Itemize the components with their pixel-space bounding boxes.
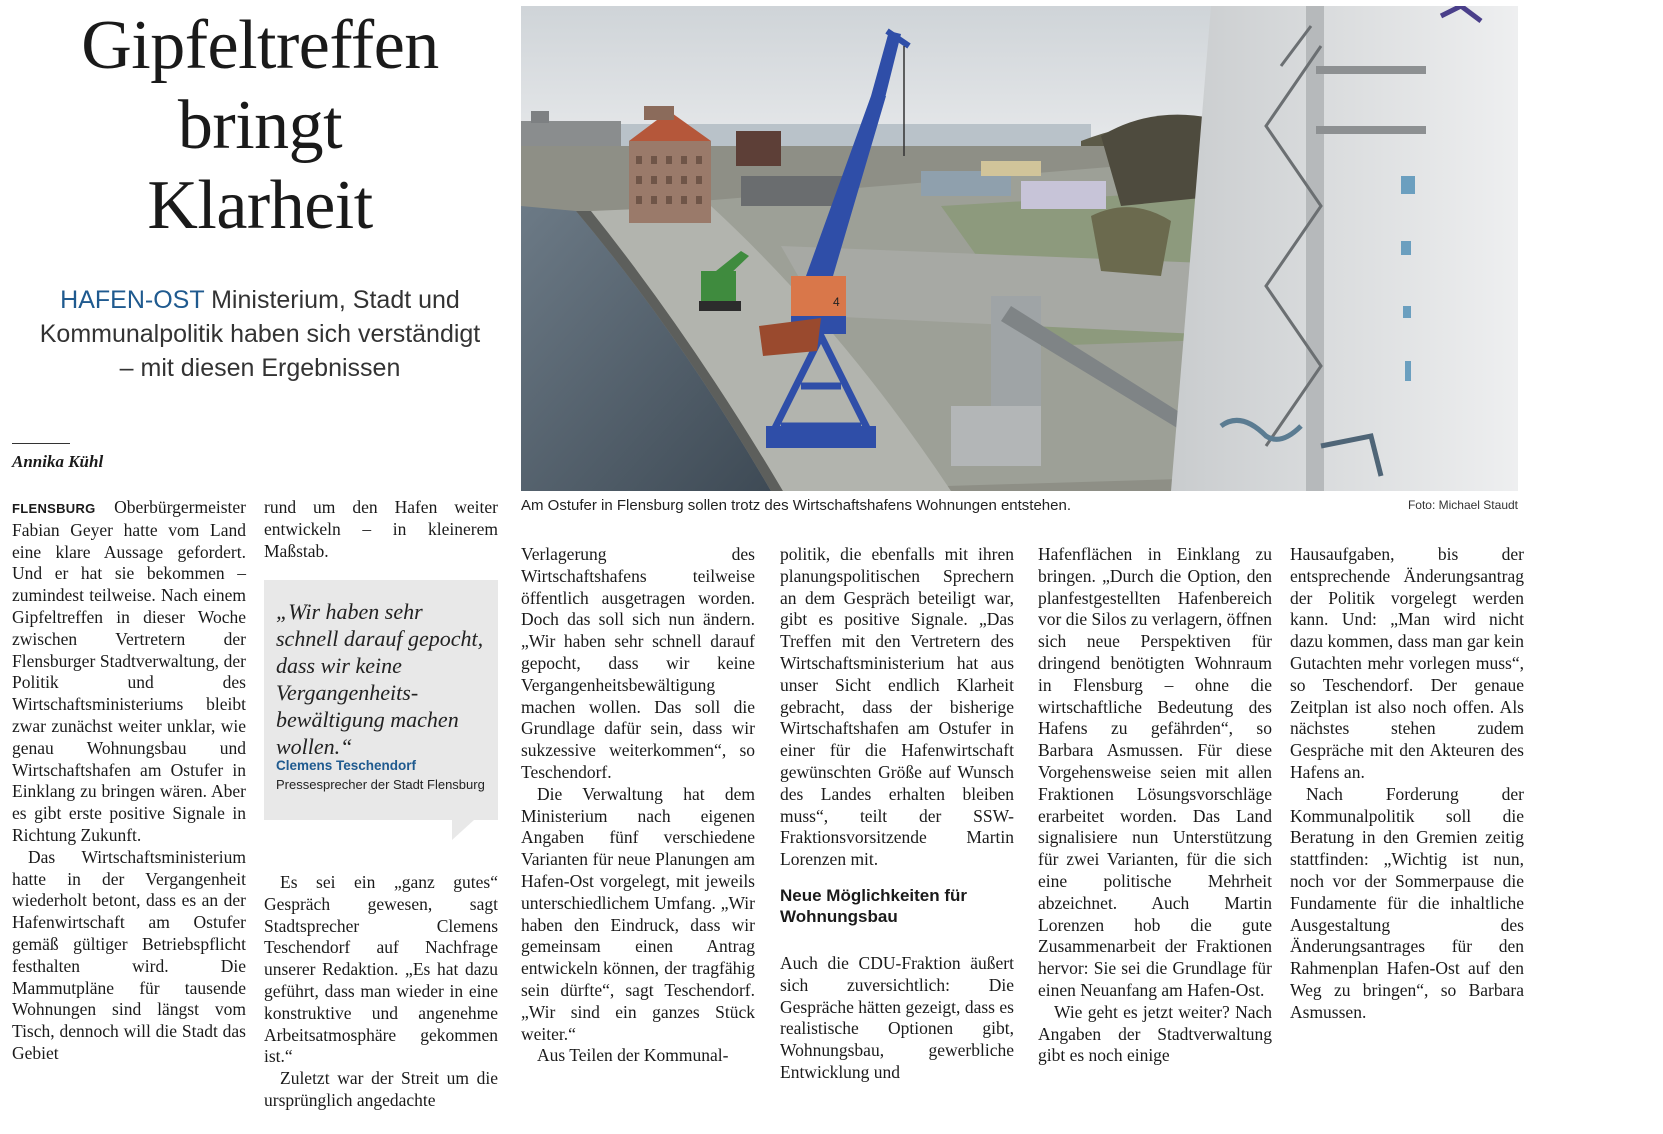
article-column-2-top bbox=[264, 497, 498, 562]
article-paragraph: Verlagerung des Wirtschaftshafens teilweise öffentlich ausgetragen worden. Doch das soll sich nun ändern. „Wir haben sehr schnell darauf gepocht, dass wir keine Vergangenheitsbewältigung machen wollen. Das soll die Grundlage dafür sein, dass wir sukzessive weiterkommen“, so Teschendorf. bbox=[521, 544, 755, 782]
article-paragraph: Die Verwaltung hat dem Ministerium nach eigenen Angaben fünf verschiedene Varianten für neue Planungen am Hafen-Ost vorgelegt, mit jeweils unterschiedlichem Umfang. „Wir haben den Eindruck, dass wir gemeinsam einen Antrag entwickeln können, der tragfähig sein dürfte“, sagt Teschendorf. „Wir sind ein ganzes Stück weiter.“ bbox=[521, 783, 755, 1044]
article-paragraph: rund um den Hafen weiter entwickeln – in kleinerem Maßstab. bbox=[264, 497, 498, 561]
article-paragraph: Das Wirtschaftsministerium hatte in der Vergangenheit wiederholt betont, dass es an der Hafenwirtschaft am Ostufer gemäß gültiger Betriebspflicht festhalten wird. Die Mammutpläne für tausende Wohnungen sind längst vom Tisch, dennoch will die Stadt das Gebiet bbox=[12, 846, 246, 1063]
paragraph-text: Oberbürgermeister Fabian Geyer hatte vom Land eine klare Aussage gefordert. Und er hat sie bekommen – zumindest teilweise. Nach einem Gipfeltreffen in dieser Woche zwischen Vertretern der Flensburger Stadtverwaltung, der Politik und des Wirtschaftsministeriums bleibt zwar zunächst weiter unklar, wie genau Wohnungsbau und Wirtschaftshafen am Ostufer in Einklang zu bringen wären. Aber es gibt erste positive Signale in Richtung Zukunft. bbox=[12, 497, 246, 845]
headline-line-1: Gipfeltreffen bbox=[81, 7, 439, 84]
article-paragraph: Hausaufgaben, bis der entsprechende Änderungsantrag der Politik vorgelegt werden kann. Und: „Man wird nicht dazu kommen, dass man gar kein Gutachten mehr vorlegen muss“, so Teschendorf. Der genaue Zeitplan ist also noch offen. Als nächstes stehen zudem Gespräche mit den Akteuren des Hafens an. bbox=[1290, 544, 1524, 782]
headline-line-2: bringt bbox=[177, 87, 343, 164]
pull-quote-text: „Wir haben sehr schnell darauf gepocht, dass wir keine Vergangenheitsbewältigung machen wollen.“ bbox=[276, 599, 484, 759]
subheadline-kicker: HAFEN-OST bbox=[60, 286, 205, 314]
photo-credit: Foto: Michael Staudt bbox=[1407, 498, 1518, 512]
article-column-5 bbox=[1038, 544, 1272, 1067]
dateline: FLENSBURG bbox=[12, 501, 96, 516]
subheadline bbox=[10, 283, 510, 385]
harbor-photo bbox=[521, 6, 1518, 491]
crane-number: 4 bbox=[833, 295, 840, 309]
pull-quote-name: Clemens Teschendorf bbox=[276, 758, 417, 773]
article-column-6 bbox=[1290, 544, 1524, 1024]
article-paragraph: Wie geht es jetzt weiter? Nach Angaben der Stadtverwaltung gibt es noch einige bbox=[1038, 1001, 1272, 1066]
author-rule bbox=[12, 443, 70, 444]
article-column-4 bbox=[780, 544, 1014, 1084]
photo-caption-text: Am Ostufer in Flensburg sollen trotz des Wirtschaftshafens Wohnungen entstehen. bbox=[521, 497, 1072, 514]
article-paragraph: Aus Teilen der Kommunal- bbox=[537, 1045, 729, 1066]
article-paragraph: Auch die CDU-Fraktion äußert sich zuversichtlich: Die Gespräche hätten gezeigt, dass es realistische Optionen gibt, Wohnungsbau, gewerbliche Entwicklung und bbox=[780, 952, 1014, 1082]
author-byline: Annika Kühl bbox=[12, 452, 104, 471]
pull-quote-role: Pressesprecher der Stadt Flensburg bbox=[276, 777, 485, 792]
headline-line-3: Klarheit bbox=[147, 167, 373, 244]
subheadline-text-1: Ministerium, Stadt und bbox=[211, 286, 460, 314]
article-paragraph bbox=[12, 497, 246, 847]
subheadline-text-2: Kommunalpolitik haben sich verständigt bbox=[39, 320, 481, 348]
pull-quote-tail bbox=[452, 820, 474, 840]
article-subheading: Neue Möglichkeiten für Wohnungsbau bbox=[780, 885, 968, 926]
article-paragraph: politik, die ebenfalls mit ihren planungspolitischen Sprechern an dem Gespräch beteiligt war, gibt es positive Signale. „Das Treffen mit den Vertretern des Wirtschaftsministerium hat aus unser Sicht endlich Klarheit gebracht, dass der bisherige Wirtschaftshafen am Ostufer in einer für die Hafenwirtschaft gewünschten Größe auf Wunsch des Landes erhalten bleiben muss“, teilt der SSW-Fraktionsvorsitzende Martin Lorenzen mit. bbox=[780, 544, 1014, 870]
article-paragraph: Hafenflächen in Einklang zu bringen. „Durch die Option, den planfestgestellten Hafenbereich vor die Silos zu verlagern, öffnen sich neue Perspektiven für dringend benötigten Wohnraum in Flensburg – ohne die wirtschaftliche Bedeutung des Hafens zu gefährden“, so Barbara Asmussen. Für diese Vorgehensweise seien mit allen Fraktionen Lösungsvorschläge erarbeitet worden. Das Land signalisiere nun Unterstützung für zwei Varianten, für die sich eine politische Mehrheit abzeichnet. Auch Martin Lorenzen hob die gute Zusammenarbeit der Fraktionen hervor: Sie sei die Grundlage für einen Neuanfang am Hafen-Ost. bbox=[1038, 544, 1272, 1000]
photo-caption bbox=[521, 497, 1518, 514]
pull-quote bbox=[264, 580, 498, 820]
article-paragraph: Es sei ein „ganz gutes“ Gespräch gewesen, sagt Stadtsprecher Clemens Teschendorf auf Nachfrage unserer Redaktion. „Es hat dazu geführt, dass man wieder in eine konstruktive und angenehme Arbeitsatmosphäre gekommen ist.“ bbox=[264, 872, 498, 1067]
article-paragraph: Nach Forderung der Kommunalpolitik soll die Beratung in den Gremien zeitig stattfinden: „Wichtig ist nun, noch vor der Sommerpause die Fundamente für die inhaltliche Ausgestaltung des Änderungsantrages für den Rahmenplan Hafen-Ost auf den Weg zu bringen“, so Barbara Asmussen. bbox=[1290, 783, 1524, 1022]
headline bbox=[10, 6, 510, 246]
subheadline-text-3: – mit diesen Ergebnissen bbox=[119, 354, 401, 382]
article-paragraph: Zuletzt war der Streit um die ursprünglich angedachte bbox=[264, 1068, 498, 1110]
article-column-1 bbox=[12, 497, 246, 1065]
article-column-2-bottom bbox=[264, 872, 498, 1112]
article-column-3 bbox=[521, 544, 755, 1067]
